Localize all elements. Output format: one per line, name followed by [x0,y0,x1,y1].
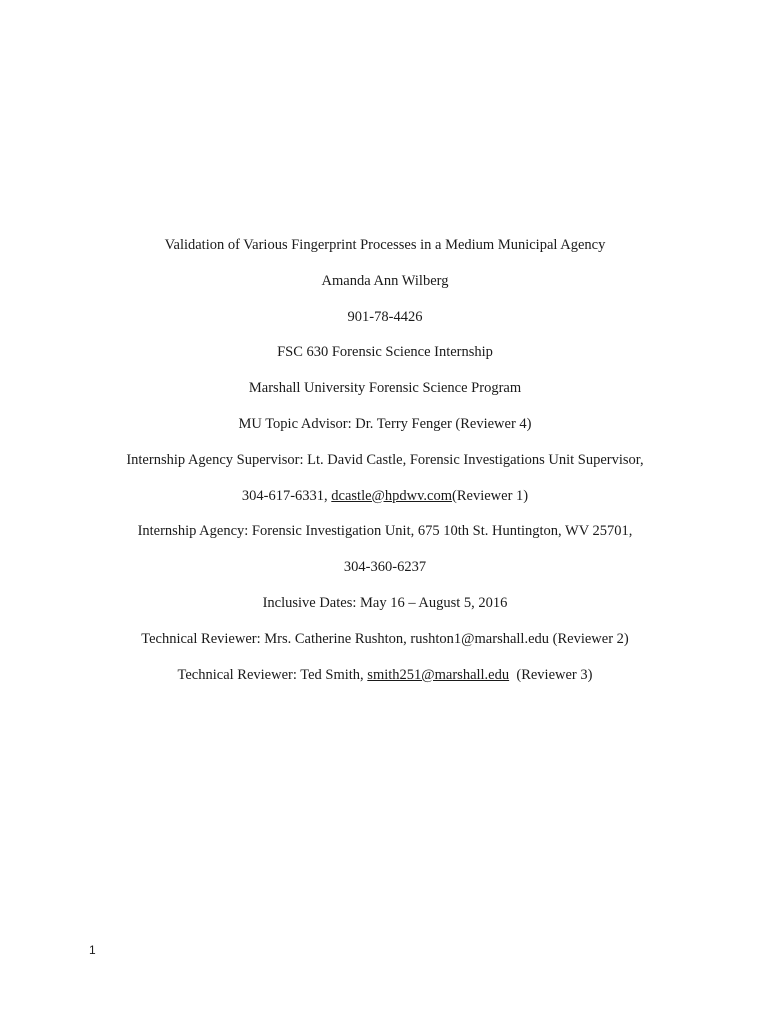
internship-agency: Internship Agency: Forensic Investigation Unit, 675 10th St. Huntington, WV 25701, [137,523,633,540]
technical-reviewer-2-prefix: Technical Reviewer: Ted Smith, [177,666,368,683]
technical-reviewer-2-email-link[interactable]: smith251@marshall.edu [367,666,510,683]
agency-supervisor: Internship Agency Supervisor: Lt. David Castle, Forensic Investigations Unit Supervisor, [126,451,644,468]
paper-title: Validation of Various Fingerprint Processes in a Medium Municipal Agency [164,237,606,253]
supervisor-contact-line [0,486,770,522]
supervisor-email-link[interactable]: dcastle@hpdwv.com [331,487,453,504]
technical-reviewer-2-suffix: (Reviewer 3) [509,666,593,683]
technical-reviewer-1: Technical Reviewer: Mrs. Catherine Rushton, rushton1@marshall.edu (Reviewer 2) [141,630,629,647]
supervisor-phone: 304-617-6331, [241,487,332,504]
program-name: Marshall University Forensic Science Program [248,380,522,397]
agency-phone: 304-360-6237 [343,559,427,576]
technical-reviewer-2-line [0,665,770,701]
title-page-block [0,235,770,700]
inclusive-dates: Inclusive Dates: May 16 – August 5, 2016 [262,594,508,611]
supervisor-reviewer-tag: (Reviewer 1) [452,487,529,504]
course-name: FSC 630 Forensic Science Internship [277,344,493,361]
topic-advisor: MU Topic Advisor: Dr. Terry Fenger (Reviewer 4) [238,415,532,432]
student-id: 901-78-4426 [347,308,423,325]
author-name: Amanda Ann Wilberg [321,272,449,289]
page-number: 1 [89,943,96,957]
